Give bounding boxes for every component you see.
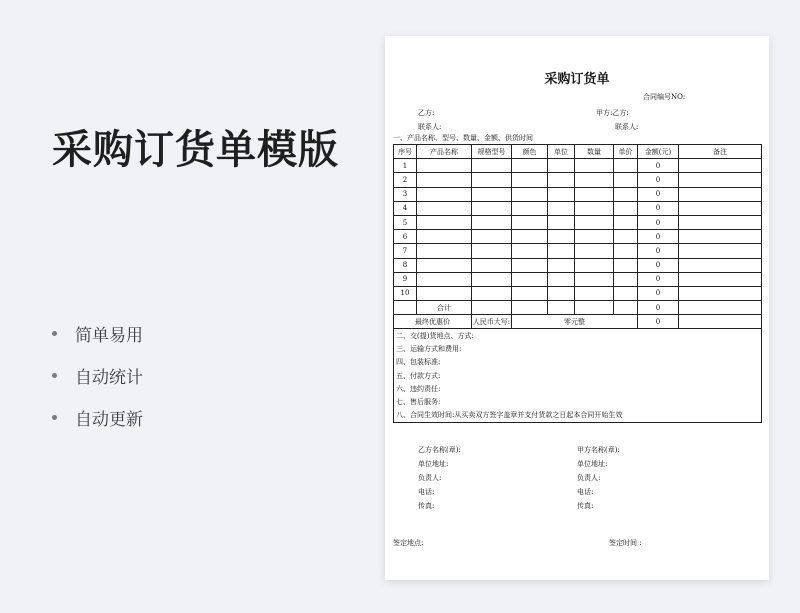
sign-left-fax: 传真: bbox=[418, 502, 435, 510]
table-header-row bbox=[394, 145, 762, 159]
contact-right: 联系人: bbox=[615, 123, 639, 131]
feature-item bbox=[52, 396, 143, 438]
feature-item bbox=[52, 312, 143, 354]
final-price-value: 0 bbox=[638, 315, 679, 329]
total-label: 合计 bbox=[417, 301, 472, 315]
row-number: 5 bbox=[394, 215, 417, 229]
column-header: 备注 bbox=[679, 145, 762, 159]
table-row bbox=[394, 159, 762, 173]
bullet-icon bbox=[52, 373, 57, 378]
term-row bbox=[394, 343, 762, 356]
row-amount: 0 bbox=[638, 286, 679, 300]
column-header: 颜色 bbox=[512, 145, 548, 159]
table-row bbox=[394, 187, 762, 201]
sign-right-name: 甲方名称(章): bbox=[577, 446, 620, 454]
row-amount: 0 bbox=[638, 187, 679, 201]
party-b-label: 乙方: bbox=[418, 109, 435, 117]
sign-place-label: 签定地点: bbox=[393, 539, 424, 547]
final-price-label: 最终优惠价 bbox=[394, 315, 472, 329]
sign-right-phone: 电话: bbox=[577, 488, 594, 496]
table-row bbox=[394, 173, 762, 187]
column-header: 金额(元) bbox=[638, 145, 679, 159]
feature-label: 自动统计 bbox=[75, 367, 143, 388]
table-row bbox=[394, 286, 762, 300]
order-table bbox=[393, 144, 762, 423]
table-row bbox=[394, 215, 762, 229]
table-row bbox=[394, 201, 762, 215]
feature-label: 简单易用 bbox=[75, 325, 143, 346]
row-number: 4 bbox=[394, 201, 417, 215]
term-row bbox=[394, 382, 762, 395]
bullet-icon bbox=[52, 415, 57, 420]
term-text: 四、包装标准: bbox=[394, 356, 762, 369]
document-title: 采购订货单 bbox=[544, 72, 610, 87]
term-text: 二、交(提)货地点、方式: bbox=[394, 329, 762, 343]
column-header: 单位 bbox=[548, 145, 575, 159]
document-preview bbox=[385, 36, 769, 580]
term-row bbox=[394, 369, 762, 382]
bullet-icon bbox=[52, 331, 57, 336]
final-price-row bbox=[394, 315, 762, 329]
term-text: 七、售后服务: bbox=[394, 395, 762, 408]
sign-time-label: 签定时间 : bbox=[609, 539, 642, 547]
row-amount: 0 bbox=[638, 258, 679, 272]
row-number: 10 bbox=[394, 286, 417, 300]
column-header: 产品名称 bbox=[417, 145, 472, 159]
page-heading: 采购订货单模版 bbox=[52, 127, 339, 173]
rmb-value: 零元整 bbox=[512, 315, 638, 329]
table-row bbox=[394, 244, 762, 258]
row-number: 3 bbox=[394, 187, 417, 201]
row-number: 2 bbox=[394, 173, 417, 187]
feature-list bbox=[52, 312, 143, 438]
term-row bbox=[394, 356, 762, 369]
feature-item bbox=[52, 354, 143, 396]
column-header: 数量 bbox=[575, 145, 614, 159]
sign-left-manager: 负责人: bbox=[418, 474, 442, 482]
party-a-label: 甲方:乙方: bbox=[596, 109, 629, 117]
term-text: 三、运输方式和费用: bbox=[394, 343, 762, 356]
total-row bbox=[394, 301, 762, 315]
table-row bbox=[394, 272, 762, 286]
contract-number: 合同编号NO: bbox=[643, 93, 686, 101]
term-row bbox=[394, 395, 762, 408]
column-header: 序号 bbox=[394, 145, 417, 159]
total-value: 0 bbox=[638, 301, 679, 315]
sign-left-phone: 电话: bbox=[418, 488, 435, 496]
row-number: 8 bbox=[394, 258, 417, 272]
row-amount: 0 bbox=[638, 244, 679, 258]
contact-left: 联系人: bbox=[418, 123, 442, 131]
sign-right-manager: 负责人: bbox=[577, 474, 601, 482]
row-amount: 0 bbox=[638, 201, 679, 215]
sign-left-address: 单位地址: bbox=[418, 460, 449, 468]
row-number: 9 bbox=[394, 272, 417, 286]
feature-label: 自动更新 bbox=[75, 409, 143, 430]
sign-right-address: 单位地址: bbox=[577, 460, 608, 468]
row-number: 1 bbox=[394, 159, 417, 173]
row-amount: 0 bbox=[638, 215, 679, 229]
row-amount: 0 bbox=[638, 272, 679, 286]
row-amount: 0 bbox=[638, 230, 679, 244]
row-amount: 0 bbox=[638, 173, 679, 187]
table-row bbox=[394, 258, 762, 272]
term-text: 五、付款方式: bbox=[394, 369, 762, 382]
term-text: 六、违约责任: bbox=[394, 382, 762, 395]
rmb-label: 人民币大写: bbox=[472, 315, 512, 329]
row-number: 6 bbox=[394, 230, 417, 244]
row-amount: 0 bbox=[638, 159, 679, 173]
column-header: 单价 bbox=[614, 145, 638, 159]
sign-left-name: 乙方名称(章): bbox=[418, 446, 461, 454]
section-1-title: 一、产品名称、型号、数量、金额、供货时间 bbox=[393, 134, 533, 142]
table-row bbox=[394, 230, 762, 244]
term-text: 八、合同生效时间:从买卖双方签字盖章并支付货款之日起本合同开始生效 bbox=[394, 409, 762, 423]
sign-right-fax: 传真: bbox=[577, 502, 594, 510]
term-row bbox=[394, 409, 762, 423]
column-header: 规格型号 bbox=[472, 145, 512, 159]
term-row bbox=[394, 329, 762, 343]
row-number: 7 bbox=[394, 244, 417, 258]
